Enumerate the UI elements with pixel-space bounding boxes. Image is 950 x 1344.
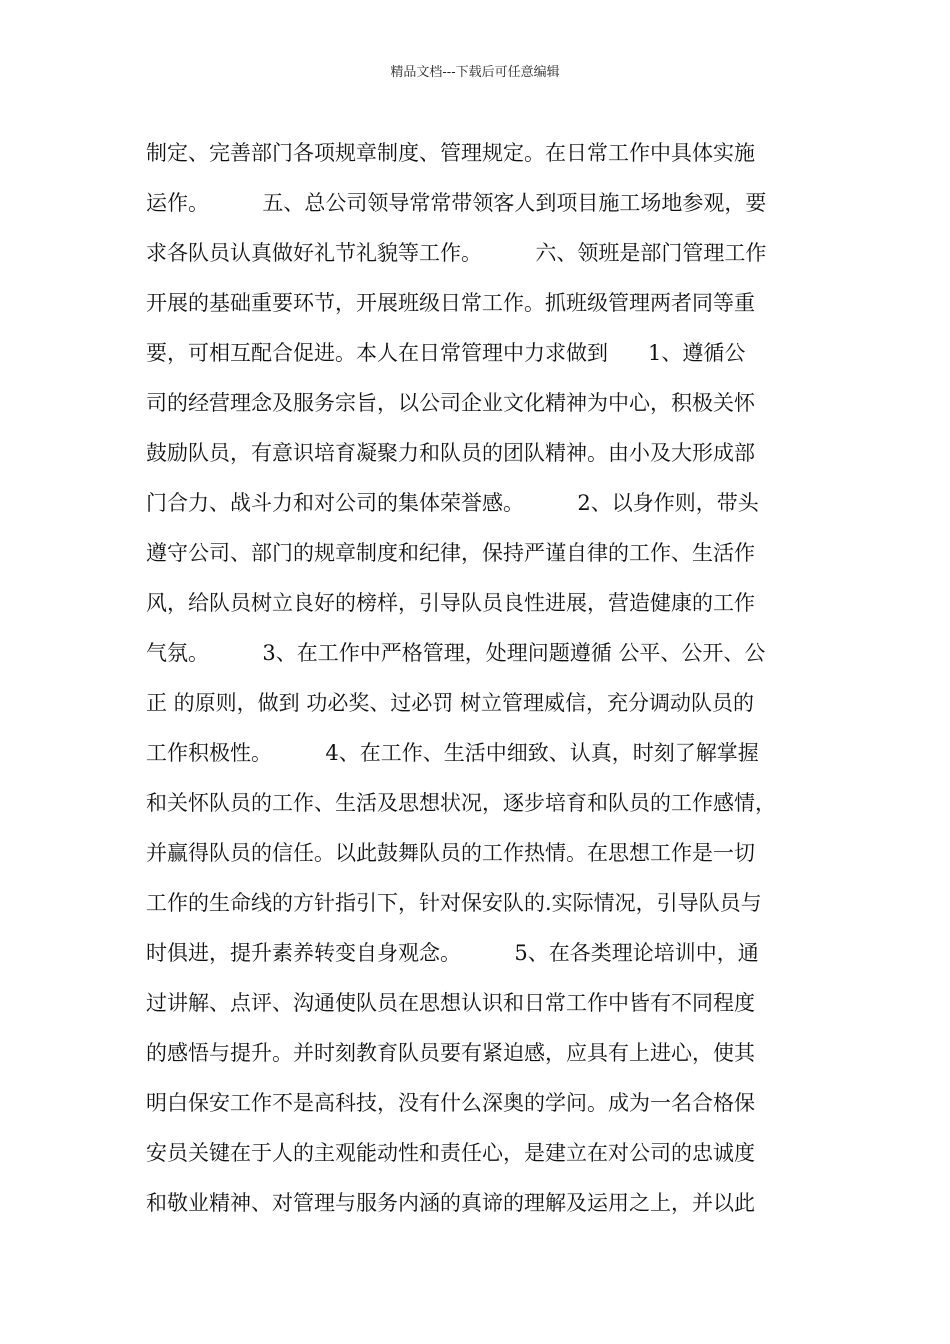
text-line: 工作积极性。 4、在工作、生活中细致、认真，时刻了解掌握 <box>146 741 759 765</box>
text-line: 和关怀队员的工作、生活及思想状况，逐步培育和队员的工作感情， <box>146 791 776 815</box>
text-line: 运作。 五、总公司领导常常带领客人到项目施工场地参观，要 <box>146 191 767 215</box>
text-line: 过讲解、点评、沟通使队员在思想认识和日常工作中皆有不同程度 <box>146 991 755 1015</box>
text-line: 风，给队员树立良好的榜样，引导队员良性进展，营造健康的工作 <box>146 591 755 615</box>
text-line: 制定、完善部门各项规章制度、管理规定。在日常工作中具体实施 <box>146 141 755 165</box>
text-line: 求各队员认真做好礼节礼貌等工作。 六、领班是部门管理工作 <box>146 241 767 265</box>
text-line: 司的经营理念及服务宗旨，以公司企业文化精神为中心，积极关怀 <box>146 391 755 415</box>
text-line: 工作的生命线的方针指引下，针对保安队的.实际情况，引导队员与 <box>146 891 762 915</box>
text-line: 气氛。 3、在工作中严格管理，处理问题遵循 公平、公开、公 <box>146 641 766 665</box>
text-line: 安员关键在于人的主观能动性和责任心，是建立在对公司的忠诚度 <box>146 1141 755 1165</box>
text-line: 门合力、战斗力和对公司的集体荣誉感。 2、以身作则，带头 <box>146 491 759 515</box>
text-line: 和敬业精神、对管理与服务内涵的真谛的理解及运用之上，并以此 <box>146 1191 755 1215</box>
page-header: 精品文档---下载后可任意编辑 <box>390 65 560 80</box>
body-text <box>146 128 816 1228</box>
text-line: 遵守公司、部门的规章制度和纪律，保持严谨自律的工作、生活作 <box>146 541 755 565</box>
text-line: 时俱进，提升素养转变自身观念。 5、在各类理论培训中，通 <box>146 941 759 965</box>
text-line: 开展的基础重要环节，开展班级日常工作。抓班级管理两者同等重 <box>146 291 755 315</box>
text-line: 鼓励队员，有意识培育凝聚力和队员的团队精神。由小及大形成部 <box>146 441 755 465</box>
text-line: 要，可相互配合促进。本人在日常管理中力求做到 1、遵循公 <box>146 341 746 365</box>
text-line: 的感悟与提升。并时刻教育队员要有紧迫感，应具有上进心，使其 <box>146 1041 755 1065</box>
text-line: 明白保安工作不是高科技，没有什么深奥的学问。成为一名合格保 <box>146 1091 755 1115</box>
text-line: 正 的原则，做到 功必奖、过必罚 树立管理威信，充分调动队员的 <box>146 691 755 715</box>
text-line: 并赢得队员的信任。以此鼓舞队员的工作热情。在思想工作是一切 <box>146 841 755 865</box>
